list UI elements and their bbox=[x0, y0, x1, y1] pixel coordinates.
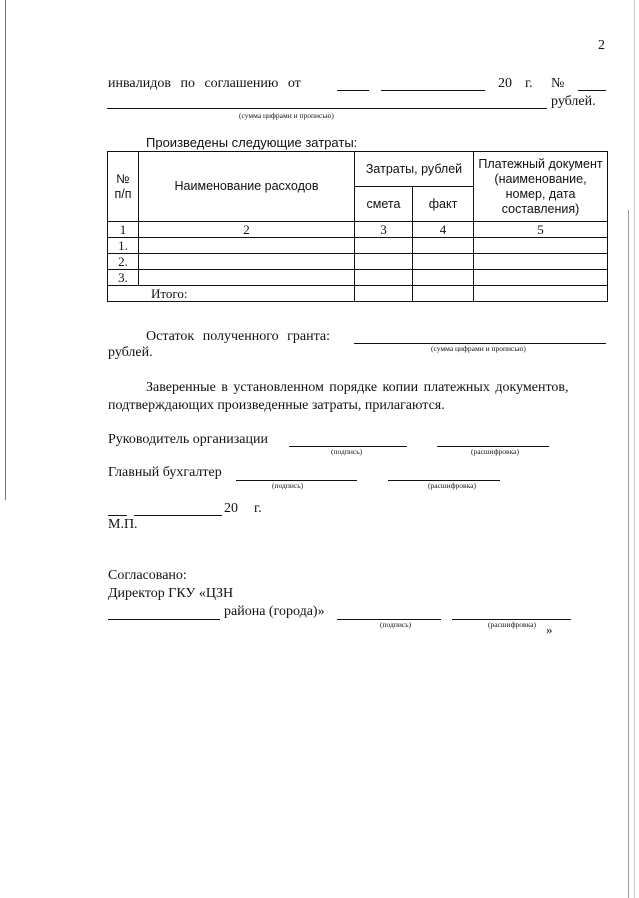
agreement-year-suffix: г. bbox=[525, 76, 533, 91]
estimate-cell[interactable] bbox=[355, 254, 413, 270]
attached-text-line1: Заверенные в установленном порядке копии платежных документов, bbox=[146, 380, 569, 395]
date-month-field[interactable] bbox=[134, 515, 222, 516]
payment-doc-cell[interactable] bbox=[474, 238, 608, 254]
col-number-3: 3 bbox=[355, 222, 413, 238]
head-signature-caption: (подпись) bbox=[331, 447, 363, 456]
scan-edge-right-outer bbox=[634, 0, 635, 898]
agreement-number-field[interactable] bbox=[578, 90, 606, 91]
col-header-estimate: смета bbox=[355, 187, 413, 222]
col-header-costs-label: Затраты, рублей bbox=[365, 161, 463, 176]
page-number: 2 bbox=[598, 38, 605, 53]
fact-cell[interactable] bbox=[413, 238, 474, 254]
scan-edge-right bbox=[628, 210, 629, 898]
row-index: 1. bbox=[108, 238, 139, 254]
col-number-4: 4 bbox=[413, 222, 474, 238]
accountant-decode-caption: (расшифровка) bbox=[428, 481, 476, 490]
agreement-year: 20 bbox=[498, 76, 512, 91]
estimate-cell[interactable] bbox=[355, 238, 413, 254]
col-header-name: Наименование расходов bbox=[139, 152, 355, 222]
col-number-1: 1 bbox=[108, 222, 139, 238]
row-index: 2. bbox=[108, 254, 139, 270]
payment-doc-cell[interactable] bbox=[474, 270, 608, 286]
expense-name-cell[interactable] bbox=[139, 254, 355, 270]
accountant-signature-caption: (подпись) bbox=[272, 481, 304, 490]
col-number-5: 5 bbox=[474, 222, 608, 238]
remainder-currency: рублей. bbox=[108, 345, 153, 360]
amount-field[interactable] bbox=[107, 108, 547, 109]
scan-edge-left bbox=[5, 0, 6, 500]
agreement-month-field[interactable] bbox=[381, 90, 485, 91]
payment-doc-cell[interactable] bbox=[474, 254, 608, 270]
head-label: Руководитель организации bbox=[108, 432, 268, 447]
director-signature-caption: (подпись) bbox=[380, 620, 412, 629]
closing-quote: » bbox=[546, 622, 553, 637]
total-estimate-cell[interactable] bbox=[355, 286, 413, 302]
remainder-caption: (сумма цифрами и прописью) bbox=[431, 344, 526, 353]
estimate-cell[interactable] bbox=[355, 270, 413, 286]
district-label: района (города)» bbox=[224, 604, 325, 619]
stamp-place: М.П. bbox=[108, 517, 138, 532]
agreement-day-field[interactable] bbox=[337, 90, 369, 91]
col-header-no: № п/п bbox=[108, 152, 139, 222]
fact-cell[interactable] bbox=[413, 254, 474, 270]
col-header-payment: Платежный документ (наименование, номер, дата составления) bbox=[474, 152, 608, 222]
fact-cell[interactable] bbox=[413, 270, 474, 286]
number-sign: № bbox=[551, 76, 565, 91]
date-day-field[interactable] bbox=[108, 515, 127, 516]
date-year-suffix: г. bbox=[254, 501, 262, 516]
col-header-fact: факт bbox=[413, 187, 474, 222]
amount-caption: (сумма цифрами и прописью) bbox=[239, 111, 334, 120]
agreed-label: Согласовано: bbox=[108, 568, 187, 583]
date-year: 20 bbox=[224, 501, 238, 516]
table-row bbox=[108, 254, 608, 270]
row-index: 3. bbox=[108, 270, 139, 286]
expense-name-cell[interactable] bbox=[139, 270, 355, 286]
expense-name-cell[interactable] bbox=[139, 238, 355, 254]
agreement-text: инвалидов по соглашению от bbox=[108, 76, 301, 91]
attached-text-line2: подтверждающих произведенные затраты, прилагаются. bbox=[108, 398, 445, 413]
director-label: Директор ГКУ «ЦЗН bbox=[108, 586, 234, 601]
total-label: Итого: bbox=[108, 286, 355, 302]
col-header-costs bbox=[355, 152, 474, 187]
table-row bbox=[108, 238, 608, 254]
head-decode-caption: (расшифровка) bbox=[471, 447, 519, 456]
total-fact-cell[interactable] bbox=[413, 286, 474, 302]
col-number-2: 2 bbox=[139, 222, 355, 238]
remainder-label: Остаток полученного гранта: bbox=[146, 329, 330, 344]
director-decode-caption: (расшифровка) bbox=[488, 620, 536, 629]
costs-table bbox=[107, 151, 608, 302]
section-title: Произведены следующие затраты: bbox=[146, 135, 358, 150]
district-name-field[interactable] bbox=[108, 619, 220, 620]
total-payment-cell[interactable] bbox=[474, 286, 608, 302]
amount-currency: рублей. bbox=[551, 94, 596, 109]
accountant-label: Главный бухгалтер bbox=[108, 465, 222, 480]
total-row bbox=[108, 286, 608, 302]
table-row bbox=[108, 270, 608, 286]
